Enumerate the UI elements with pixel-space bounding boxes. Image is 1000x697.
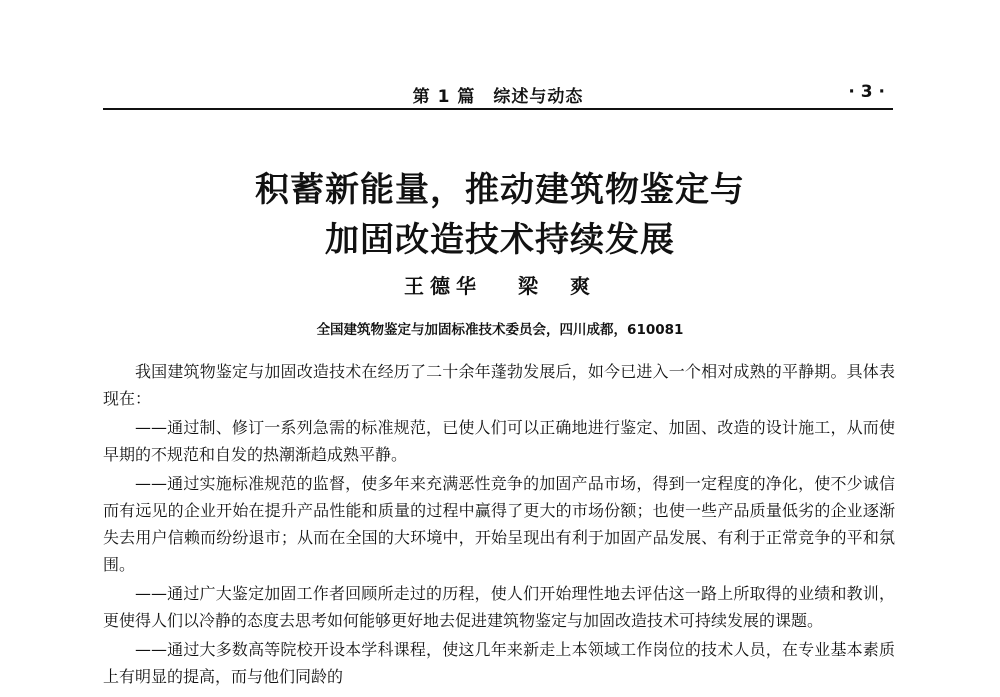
page-number: · 3 ·: [848, 82, 885, 102]
author-1: 王德华: [404, 274, 482, 298]
affiliation: 全国建筑物鉴定与加固标准技术委员会，四川成都，610081: [316, 322, 684, 338]
article-body: [103, 358, 895, 692]
title-line-1: 积蓄新能量，推动建筑物鉴定与: [255, 170, 745, 210]
paragraph-2: ——通过制、修订一系列急需的标准规范，已使人们可以正确地进行鉴定、加固、改造的设计施工，从而使早期的不规范和自发的热潮渐趋成熟平静。: [103, 418, 895, 464]
section-label: 第 1 篇 综述与动态: [412, 87, 584, 107]
paragraph-5: ——通过大多数高等院校开设本学科课程，使这几年来新走上本领域工作岗位的技术人员，在专业基本素质上有明显的提高，而与他们同龄的: [103, 640, 895, 686]
paragraph-4: ——通过广大鉴定加固工作者回顾所走过的历程，使人们开始理性地去评估这一路上所取得的业绩和教训，更使得人们以冷静的态度去思考如何能够更好地去促进建筑物鉴定与加固改造技术可持续发展的课题。: [103, 584, 895, 630]
paragraph-1: 我国建筑物鉴定与加固改造技术在经历了二十余年蓬勃发展后，如今已进入一个相对成熟的平静期。具体表现在：: [103, 362, 895, 408]
paragraph-3: ——通过实施标准规范的监督，使多年来充满恶性竞争的加固产品市场，得到一定程度的净化，使不少诚信而有远见的企业开始在提升产品性能和质量的过程中赢得了更大的市场份额；也使一些产品质量低劣的企业逐渐失去用户信赖而纷纷退市；从而在全国的大环境中，开始呈现出有利于加固产品发展、有利于正常竞争的平和氛围。: [103, 474, 895, 574]
author-2: 梁 爽: [518, 274, 596, 298]
running-header: [103, 82, 893, 110]
authors: [0, 270, 1000, 299]
title-line-2: 加固改造技术持续发展: [325, 220, 675, 260]
article-title: [0, 165, 1000, 265]
